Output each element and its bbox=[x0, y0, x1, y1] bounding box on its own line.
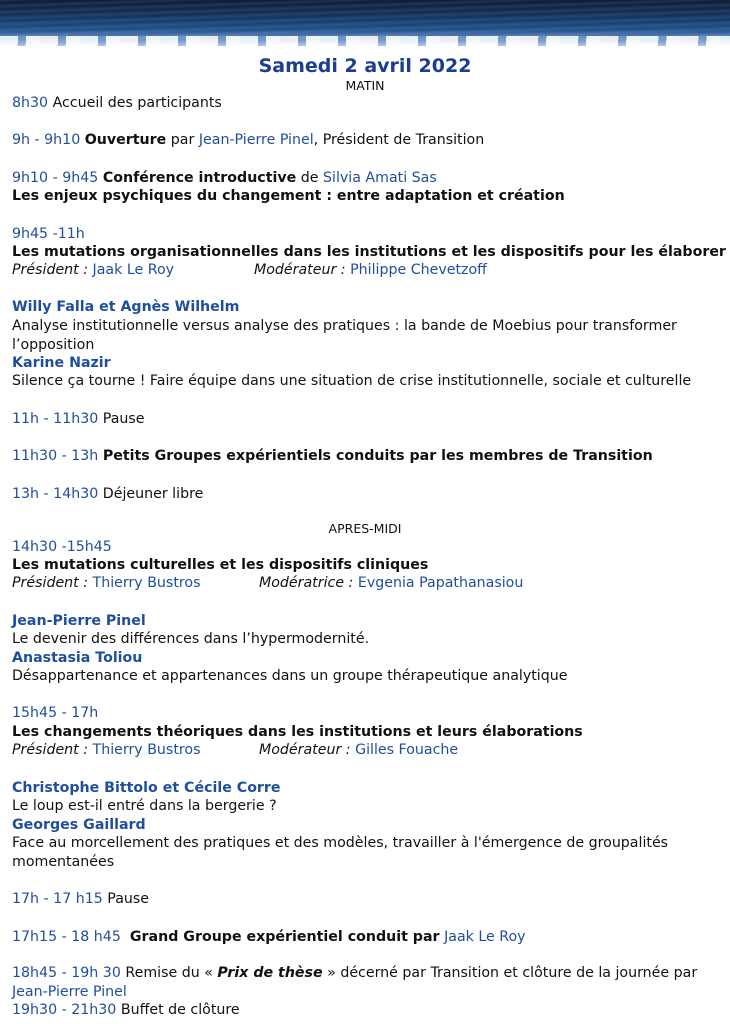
time: 17h - 17 h15 bbox=[12, 891, 103, 907]
moderator-name: Philippe Chevetzoff bbox=[350, 262, 487, 278]
item-pause1: 11h - 11h30 Pause bbox=[12, 411, 145, 427]
session2-speaker2: Anastasia Toliou bbox=[12, 650, 143, 666]
header-banner bbox=[0, 0, 730, 46]
time: 18h45 - 19h 30 bbox=[12, 965, 121, 981]
item-ouverture: 9h - 9h10 Ouverture par Jean-Pierre Pinel, Président de Transition bbox=[12, 132, 485, 148]
session2-title: Les mutations culturelles et les dispositifs cliniques bbox=[12, 557, 429, 573]
conference-subtitle: Les enjeux psychiques du changement : entre adaptation et création bbox=[12, 188, 565, 204]
speaker-name: Jaak Le Roy bbox=[444, 929, 526, 945]
session1-time: 9h45 -11h bbox=[12, 226, 85, 242]
session1-chairs: Président : Jaak Le Roy Modérateur : Philippe Chevetzoff bbox=[12, 262, 487, 278]
item-buffet: 19h30 - 21h30 Buffet de clôture bbox=[12, 1002, 240, 1018]
session3-time: 15h45 - 17h bbox=[12, 705, 99, 721]
session1-speaker2: Karine Nazir bbox=[12, 355, 111, 371]
session3-title: Les changements théoriques dans les institutions et leurs élaborations bbox=[12, 724, 583, 740]
session3-speaker2: Georges Gaillard bbox=[12, 817, 146, 833]
moderator-name: Gilles Fouache bbox=[355, 742, 459, 758]
page-title: Samedi 2 avril 2022 bbox=[258, 55, 472, 77]
president-name: Thierry Bustros bbox=[92, 742, 201, 758]
item-pause2: 17h - 17 h15 Pause bbox=[12, 891, 150, 907]
session1-talk1: Analyse institutionnelle versus analyse des pratiques : la bande de Moebius pour transformer l’opposition bbox=[12, 318, 677, 353]
item-groupes: 11h30 - 13h Petits Groupes expérientiels conduits par les membres de Transition bbox=[12, 448, 653, 464]
session2-talk2: Désappartenance et appartenances dans un groupe thérapeutique analytique bbox=[12, 668, 568, 684]
time: 9h - 9h10 bbox=[12, 132, 81, 148]
time: 11h - 11h30 bbox=[12, 411, 99, 427]
session2-chairs: Président : Thierry Bustros Modératrice : Evgenia Papathanasiou bbox=[12, 575, 524, 591]
session3-speaker1: Christophe Bittolo et Cécile Corre bbox=[12, 780, 281, 796]
session3-talk2: Face au morcellement des pratiques et des modèles, travailler à l'émergence de groupalités momentanées bbox=[12, 835, 669, 870]
session1-speaker1: Willy Falla et Agnès Wilhelm bbox=[12, 299, 240, 315]
session1-title: Les mutations organisationnelles dans les institutions et les dispositifs pour les élaborer bbox=[12, 244, 726, 260]
session3-talk1: Le loup est-il entré dans la bergerie ? bbox=[12, 798, 277, 814]
remise-person: Jean-Pierre Pinel bbox=[12, 984, 127, 1000]
section-matin: MATIN bbox=[345, 78, 385, 93]
moderator-name: Evgenia Papathanasiou bbox=[357, 575, 524, 591]
speaker-name: Jean-Pierre Pinel bbox=[198, 132, 314, 148]
time: 13h - 14h30 bbox=[12, 486, 99, 502]
time: 11h30 - 13h bbox=[12, 448, 99, 464]
session2-time: 14h30 -15h45 bbox=[12, 539, 112, 555]
session1-talk2: Silence ça tourne ! Faire équipe dans une situation de crise institutionnelle, sociale et culturelle bbox=[12, 373, 692, 389]
item-accueil: 8h30 Accueil des participants bbox=[12, 95, 222, 111]
president-name: Jaak Le Roy bbox=[92, 262, 175, 278]
section-apres-midi: APRES-MIDI bbox=[328, 521, 402, 536]
item-remise: 18h45 - 19h 30 Remise du « Prix de thèse » décerné par Transition et clôture de la journée par bbox=[12, 965, 698, 981]
time: 8h30 bbox=[12, 95, 49, 111]
speaker-name: Silvia Amati Sas bbox=[323, 170, 437, 186]
time: 9h10 - 9h45 bbox=[12, 170, 99, 186]
item-dejeuner: 13h - 14h30 Déjeuner libre bbox=[12, 486, 204, 502]
session3-chairs: Président : Thierry Bustros Modérateur : Gilles Fouache bbox=[12, 742, 459, 758]
item-grand-groupe: 17h15 - 18 h45 Grand Groupe expérientiel conduit par Jaak Le Roy bbox=[12, 929, 526, 945]
time: 17h15 - 18 h45 bbox=[12, 929, 121, 945]
session2-talk1: Le devenir des différences dans l’hypermodernité. bbox=[12, 631, 370, 647]
item-conference: 9h10 - 9h45 Conférence introductive de Silvia Amati Sas bbox=[12, 170, 437, 186]
time: 19h30 - 21h30 bbox=[12, 1002, 117, 1018]
president-name: Thierry Bustros bbox=[92, 575, 201, 591]
session2-speaker1: Jean-Pierre Pinel bbox=[12, 613, 146, 629]
